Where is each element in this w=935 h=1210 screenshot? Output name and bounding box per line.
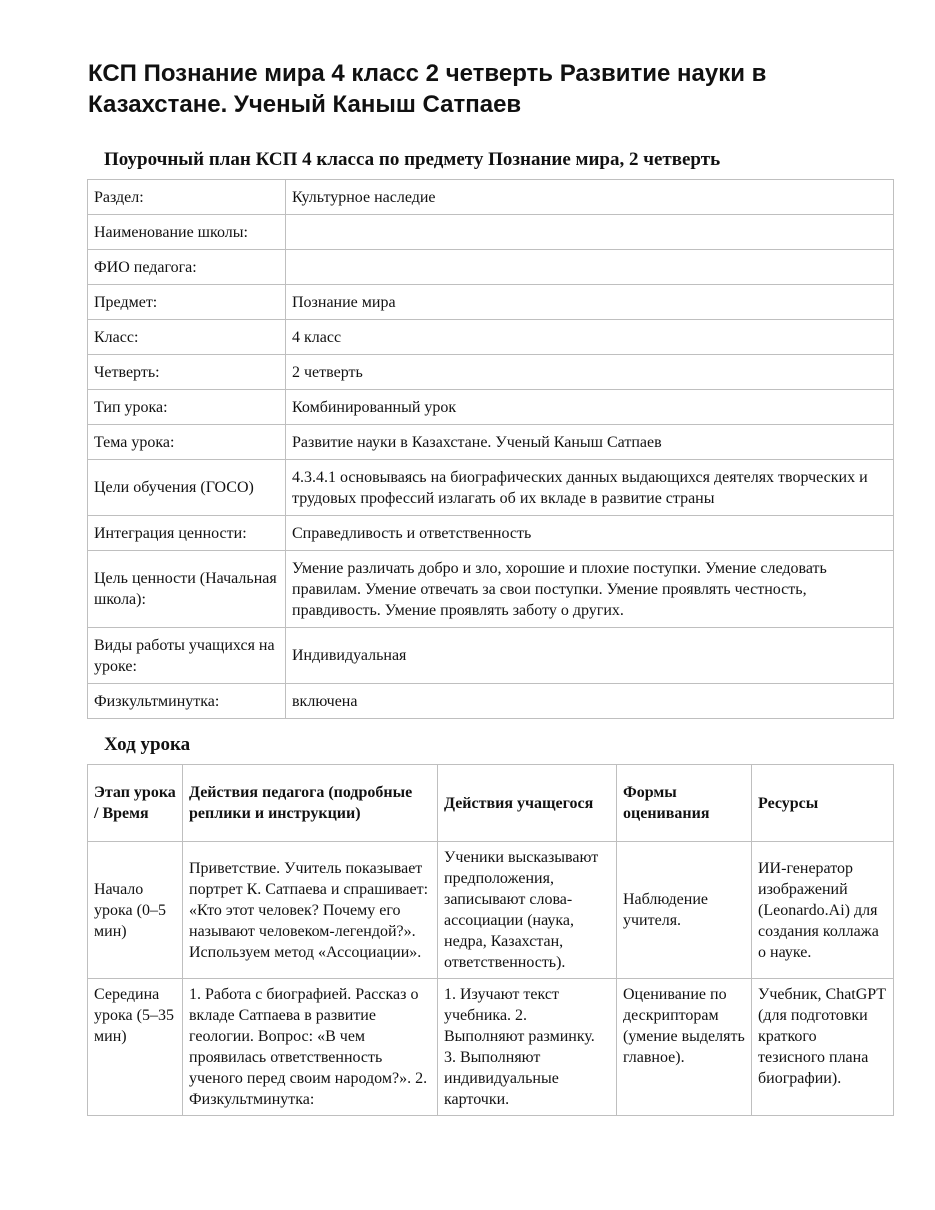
- info-label: ФИО педагога:: [88, 250, 286, 285]
- column-header-student-actions: Действия учащегося: [438, 765, 617, 842]
- info-label: Виды работы учащихся на уроке:: [88, 628, 286, 684]
- info-row-value-goal: [88, 551, 894, 628]
- info-row-value-integration: [88, 516, 894, 551]
- info-row-lesson-type: [88, 390, 894, 425]
- info-label: Цели обучения (ГОСО): [88, 460, 286, 516]
- info-label: Класс:: [88, 320, 286, 355]
- info-row-work-types: [88, 628, 894, 684]
- info-label: Предмет:: [88, 285, 286, 320]
- info-row-teacher: [88, 250, 894, 285]
- info-value: включена: [286, 684, 894, 719]
- info-row-school: [88, 215, 894, 250]
- course-header-row: [88, 765, 894, 842]
- stage-cell: Начало урока (0–5 мин): [88, 842, 183, 979]
- teacher-actions-cell: 1. Работа с биографией. Рассказ о вкладе Сатпаева в развитие геологии. Вопрос: «В чем проявилась ответственность ученого перед своим народом?». 2. Физкультминутка:: [183, 979, 438, 1116]
- student-actions-cell: Ученики высказывают предположения, записывают слова-ассоциации (наука, недра, Казахстан, ответственность).: [438, 842, 617, 979]
- column-header-teacher-actions: Действия педагога (подробные реплики и инструкции): [183, 765, 438, 842]
- course-heading: Ход урока: [104, 734, 191, 755]
- teacher-actions-cell: Приветствие. Учитель показывает портрет К. Сатпаева и спрашивает: «Кто этот человек? Почему его называют человеком-легендой?». Используем метод «Ассоциации».: [183, 842, 438, 979]
- info-value: 4 класс: [286, 320, 894, 355]
- info-value: Познание мира: [286, 285, 894, 320]
- resources-cell: Учебник, ChatGPT (для подготовки краткого тезисного плана биографии).: [752, 979, 894, 1116]
- info-row-topic: [88, 425, 894, 460]
- plan-heading: Поурочный план КСП 4 класса по предмету Познание мира, 2 четверть: [104, 149, 721, 170]
- info-row-section: [88, 180, 894, 215]
- info-row-grade: [88, 320, 894, 355]
- info-value: Справедливость и ответственность: [286, 516, 894, 551]
- stage-cell: Середина урока (5–35 мин): [88, 979, 183, 1116]
- course-row-middle: [88, 979, 894, 1116]
- assessment-cell: Оценивание по дескрипторам (умение выделять главное).: [617, 979, 752, 1116]
- column-header-resources: Ресурсы: [752, 765, 894, 842]
- info-label: Раздел:: [88, 180, 286, 215]
- info-value: 2 четверть: [286, 355, 894, 390]
- info-label: Наименование школы:: [88, 215, 286, 250]
- info-value: Индивидуальная: [286, 628, 894, 684]
- info-label: Интеграция ценности:: [88, 516, 286, 551]
- info-value: [286, 250, 894, 285]
- document-title: КСП Познание мира 4 класс 2 четверть Развитие науки в Казахстане. Ученый Каныш Сатпаев: [88, 60, 767, 118]
- info-value: Развитие науки в Казахстане. Ученый Каныш Сатпаев: [286, 425, 894, 460]
- info-value: [286, 215, 894, 250]
- info-row-quarter: [88, 355, 894, 390]
- lesson-course-table: [87, 764, 894, 1116]
- info-value: Комбинированный урок: [286, 390, 894, 425]
- assessment-cell: Наблюдение учителя.: [617, 842, 752, 979]
- info-value: Культурное наследие: [286, 180, 894, 215]
- info-value: Умение различать добро и зло, хорошие и плохие поступки. Умение следовать правилам. Умение отвечать за свои поступки. Умение проявлять честность, правдивость. Умение проявлять заботу о других.: [286, 551, 894, 628]
- info-label: Тип урока:: [88, 390, 286, 425]
- info-label: Тема урока:: [88, 425, 286, 460]
- info-row-physical-break: [88, 684, 894, 719]
- info-row-subject: [88, 285, 894, 320]
- column-header-assessment: Формы оценивания: [617, 765, 752, 842]
- student-actions-cell: 1. Изучают текст учебника. 2. Выполняют разминку. 3. Выполняют индивидуальные карточки.: [438, 979, 617, 1116]
- info-row-learning-goals: [88, 460, 894, 516]
- info-label: Четверть:: [88, 355, 286, 390]
- lesson-info-table: [87, 179, 894, 719]
- column-header-stage: Этап урока / Время: [88, 765, 183, 842]
- info-label: Цель ценности (Начальная школа):: [88, 551, 286, 628]
- course-row-start: [88, 842, 894, 979]
- resources-cell: ИИ-генератор изображений (Leonardo.Ai) для создания коллажа о науке.: [752, 842, 894, 979]
- info-label: Физкультминутка:: [88, 684, 286, 719]
- info-value: 4.3.4.1 основываясь на биографических данных выдающихся деятелях творческих и трудовых профессий излагать об их вкладе в развитие страны: [286, 460, 894, 516]
